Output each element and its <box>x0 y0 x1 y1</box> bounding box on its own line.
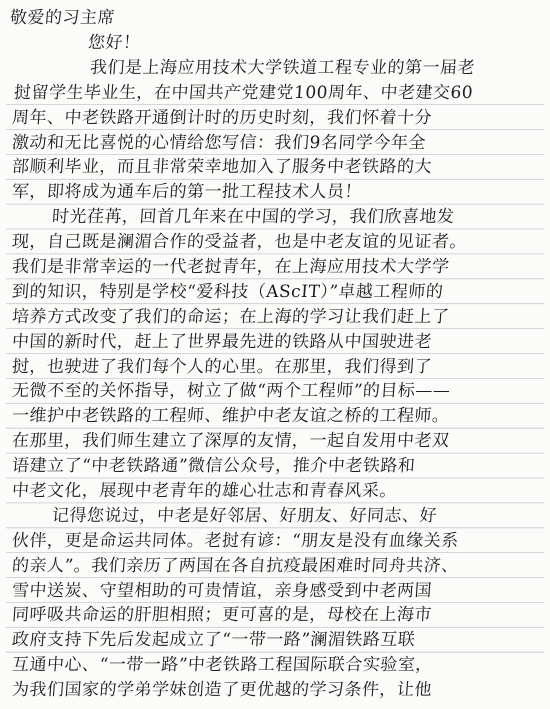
letter-line: 语建立了“中老铁路通”微信公众号，推介中老铁路和 <box>11 456 417 477</box>
greeting: 您好！ <box>87 32 142 53</box>
letter-line: 互通中心、“一带一路”中老铁路工程国际联合实验室， <box>11 655 434 676</box>
letter-line: 激动和无比喜悦的心情给您写信：我们9名同学今年全 <box>11 132 427 153</box>
letter-line: 雪中送炭、守望相助的可贵情谊，亲身感受到中老两国 <box>11 580 433 601</box>
letter-line: 无微不至的关怀指导，树立了做“两个工程师”的目标—— <box>11 381 452 402</box>
letter-line: 中国的新时代，赶上了世界最先进的铁路从中国驶进老 <box>11 331 433 352</box>
letter-line: 部顺利毕业，而且非常荣幸地加入了服务中老铁路的大 <box>11 157 433 178</box>
letter-line: 培养方式改变了我们的命运；在上海的学习让我们赶上了 <box>11 306 451 327</box>
letter-line: 中老文化，展现中老青年的雄心壮志和青春风采。 <box>11 481 398 501</box>
letter-line: 一维护中老铁路的工程师、维护中老友谊之桥的工程师。 <box>11 406 451 427</box>
letter-line: 政府支持下先后发起成立了“一带一路”澜湄铁路互联 <box>11 630 417 651</box>
letter-line: 时光荏苒，回首几年来在中国的学习，我们欣喜地发 <box>51 207 456 228</box>
letter-line: 伙伴，更是命运共同体。老挝有谚：“朋友是没有血缘关系 <box>11 530 460 551</box>
letter-line: 在那里，我们师生建立了深厚的友情，一起自发用中老双 <box>11 431 451 452</box>
letter-line: 现，自己既是澜湄合作的受益者，也是中老友谊的见证者。 <box>11 232 468 252</box>
letter-line: 的亲人”。我们亲历了两国在各自抗疫最困难时同舟共济、 <box>11 555 460 576</box>
letter-line: 到的知识，特别是学校“爱科技（AScIT）”卓越工程师的 <box>11 281 445 302</box>
letter-line: 为我们国家的学弟学妹创造了更优越的学习条件，让他 <box>11 680 433 701</box>
letter-line: 记得您说过，中老是好邻居、好朋友、好同志、好 <box>51 505 438 526</box>
letter-line: 我们是非常幸运的一代老挝青年，在上海应用技术大学学 <box>11 256 451 277</box>
letter-line: 军，即将成为通车后的第一批工程技术人员！ <box>11 182 363 203</box>
letter-line: 我们是上海应用技术大学铁道工程专业的第一届老 <box>89 57 476 78</box>
letter-line: 同呼吸共命运的肝胆相照；更可喜的是，母校在上海市 <box>11 605 433 626</box>
letter-line: 周年、中老铁路开通倒计时的历史时刻，我们怀着十分 <box>11 107 433 128</box>
letter-line: 挝，也驶进了我们每个人的心里。在那里，我们得到了 <box>11 356 433 377</box>
letter-line: 挝留学生毕业生，在中国共产党建党100周年、中老建交60 <box>13 82 474 103</box>
salutation: 敬爱的习主席 <box>9 8 116 28</box>
